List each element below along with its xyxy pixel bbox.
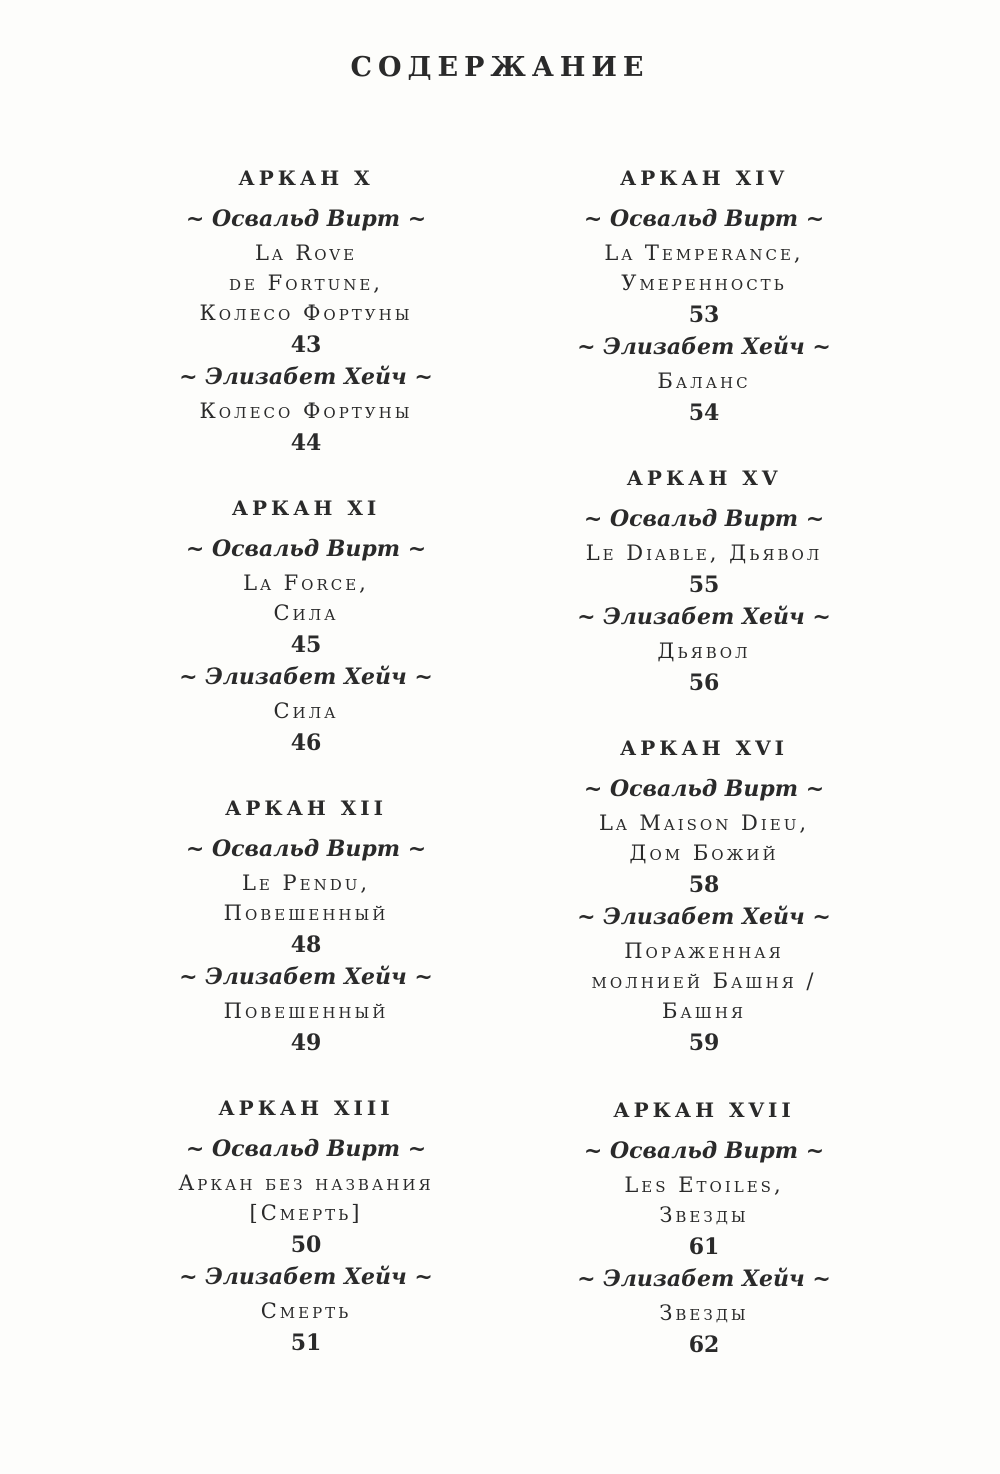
entry-title-line: Сила: [273, 699, 339, 723]
page-number: 54: [688, 400, 720, 426]
arcana-section: [464, 736, 944, 1060]
author-name: ~ Освальд Вирт ~: [185, 206, 427, 232]
arcana-section: [464, 466, 944, 700]
toc-entry: [464, 1136, 944, 1264]
arcana-heading: АРКАН XVII: [613, 1098, 795, 1122]
page-number: 53: [688, 302, 720, 328]
arcana-heading: АРКАН XIII: [218, 1096, 394, 1120]
author-name: ~ Освальд Вирт ~: [583, 776, 825, 802]
entry-title-line: Дьявол: [657, 639, 751, 663]
author-name: ~ Элизабет Хейч ~: [577, 904, 831, 930]
page-number: 58: [688, 872, 720, 898]
arcana-heading: АРКАН X: [238, 166, 374, 190]
arcana-heading: АРКАН XVI: [619, 736, 789, 760]
author-name: ~ Элизабет Хейч ~: [577, 604, 831, 630]
entry-title-line: Le Diable, Дьявол: [585, 541, 823, 565]
entry-title-line: La Rove: [254, 241, 358, 265]
author-name: ~ Освальд Вирт ~: [583, 506, 825, 532]
entry-title-line: Смерть: [260, 1299, 352, 1323]
page-number: 49: [290, 1030, 322, 1056]
page-number: 48: [290, 932, 322, 958]
page-number: 62: [688, 1332, 720, 1358]
arcana-heading: АРКАН XV: [626, 466, 782, 490]
page-number: 45: [290, 632, 322, 658]
author-name: ~ Элизабет Хейч ~: [577, 334, 831, 360]
entry-title-line: Les Etoiles,: [624, 1173, 784, 1197]
page-number: 61: [688, 1234, 720, 1260]
arcana-section: [464, 1098, 944, 1362]
author-name: ~ Освальд Вирт ~: [185, 836, 427, 862]
arcana-heading: АРКАН XII: [225, 796, 387, 820]
entry-title-line: Звезды: [659, 1301, 749, 1325]
entry-title-line: Баланс: [657, 369, 751, 393]
entry-title-line: Дом Божий: [629, 841, 779, 865]
entry-title-line: Повешенный: [223, 901, 389, 925]
author-name: ~ Элизабет Хейч ~: [179, 964, 433, 990]
entry-title-line: La Force,: [243, 571, 369, 595]
entry-title-line: Колесо Фортуны: [199, 399, 413, 423]
entry-title-line: Сила: [273, 601, 339, 625]
toc-entry: [464, 332, 944, 430]
author-name: ~ Освальд Вирт ~: [583, 206, 825, 232]
author-name: ~ Элизабет Хейч ~: [179, 364, 433, 390]
arcana-heading: АРКАН XIV: [619, 166, 789, 190]
entry-title-line: Умеренность: [621, 271, 787, 295]
page-number: 51: [290, 1330, 322, 1356]
page-number: 46: [290, 730, 322, 756]
author-name: ~ Элизабет Хейч ~: [577, 1266, 831, 1292]
entry-title-line: Колесо Фортуны: [199, 301, 413, 325]
page-number: 43: [290, 332, 322, 358]
author-name: ~ Освальд Вирт ~: [583, 1138, 825, 1164]
entry-title-line: Звезды: [659, 1203, 749, 1227]
entry-title-line: La Temperance,: [604, 241, 804, 265]
arcana-heading: АРКАН XI: [231, 496, 381, 520]
entry-title-line: de Fortune,: [229, 271, 383, 295]
page-number: 56: [688, 670, 720, 696]
page-number: 59: [688, 1030, 720, 1056]
page-number: 44: [290, 430, 322, 456]
toc-entry: [464, 1264, 944, 1362]
author-name: ~ Элизабет Хейч ~: [179, 1264, 433, 1290]
entry-title-line: Le Pendu,: [241, 871, 371, 895]
page-number: 50: [290, 1232, 322, 1258]
entry-title-line: Пораженная: [624, 939, 784, 963]
author-name: ~ Освальд Вирт ~: [185, 536, 427, 562]
entry-title-line: молнией Башня /: [591, 969, 817, 993]
toc-entry: [464, 902, 944, 1060]
entry-title-line: La Maison Dieu,: [598, 811, 810, 835]
toc-entry: [464, 204, 944, 332]
page-number: 55: [688, 572, 720, 598]
entry-title-line: Башня: [661, 999, 747, 1023]
arcana-section: [464, 166, 944, 430]
entry-title-line: Аркан без названия: [178, 1171, 434, 1195]
toc-entry: [464, 602, 944, 700]
toc-entry: [464, 504, 944, 602]
toc-entry: [464, 774, 944, 902]
author-name: ~ Освальд Вирт ~: [185, 1136, 427, 1162]
author-name: ~ Элизабет Хейч ~: [179, 664, 433, 690]
entry-title-line: Повешенный: [223, 999, 389, 1023]
entry-title-line: [Смерть]: [249, 1201, 363, 1225]
page-title: СОДЕРЖАНИЕ: [350, 52, 650, 83]
